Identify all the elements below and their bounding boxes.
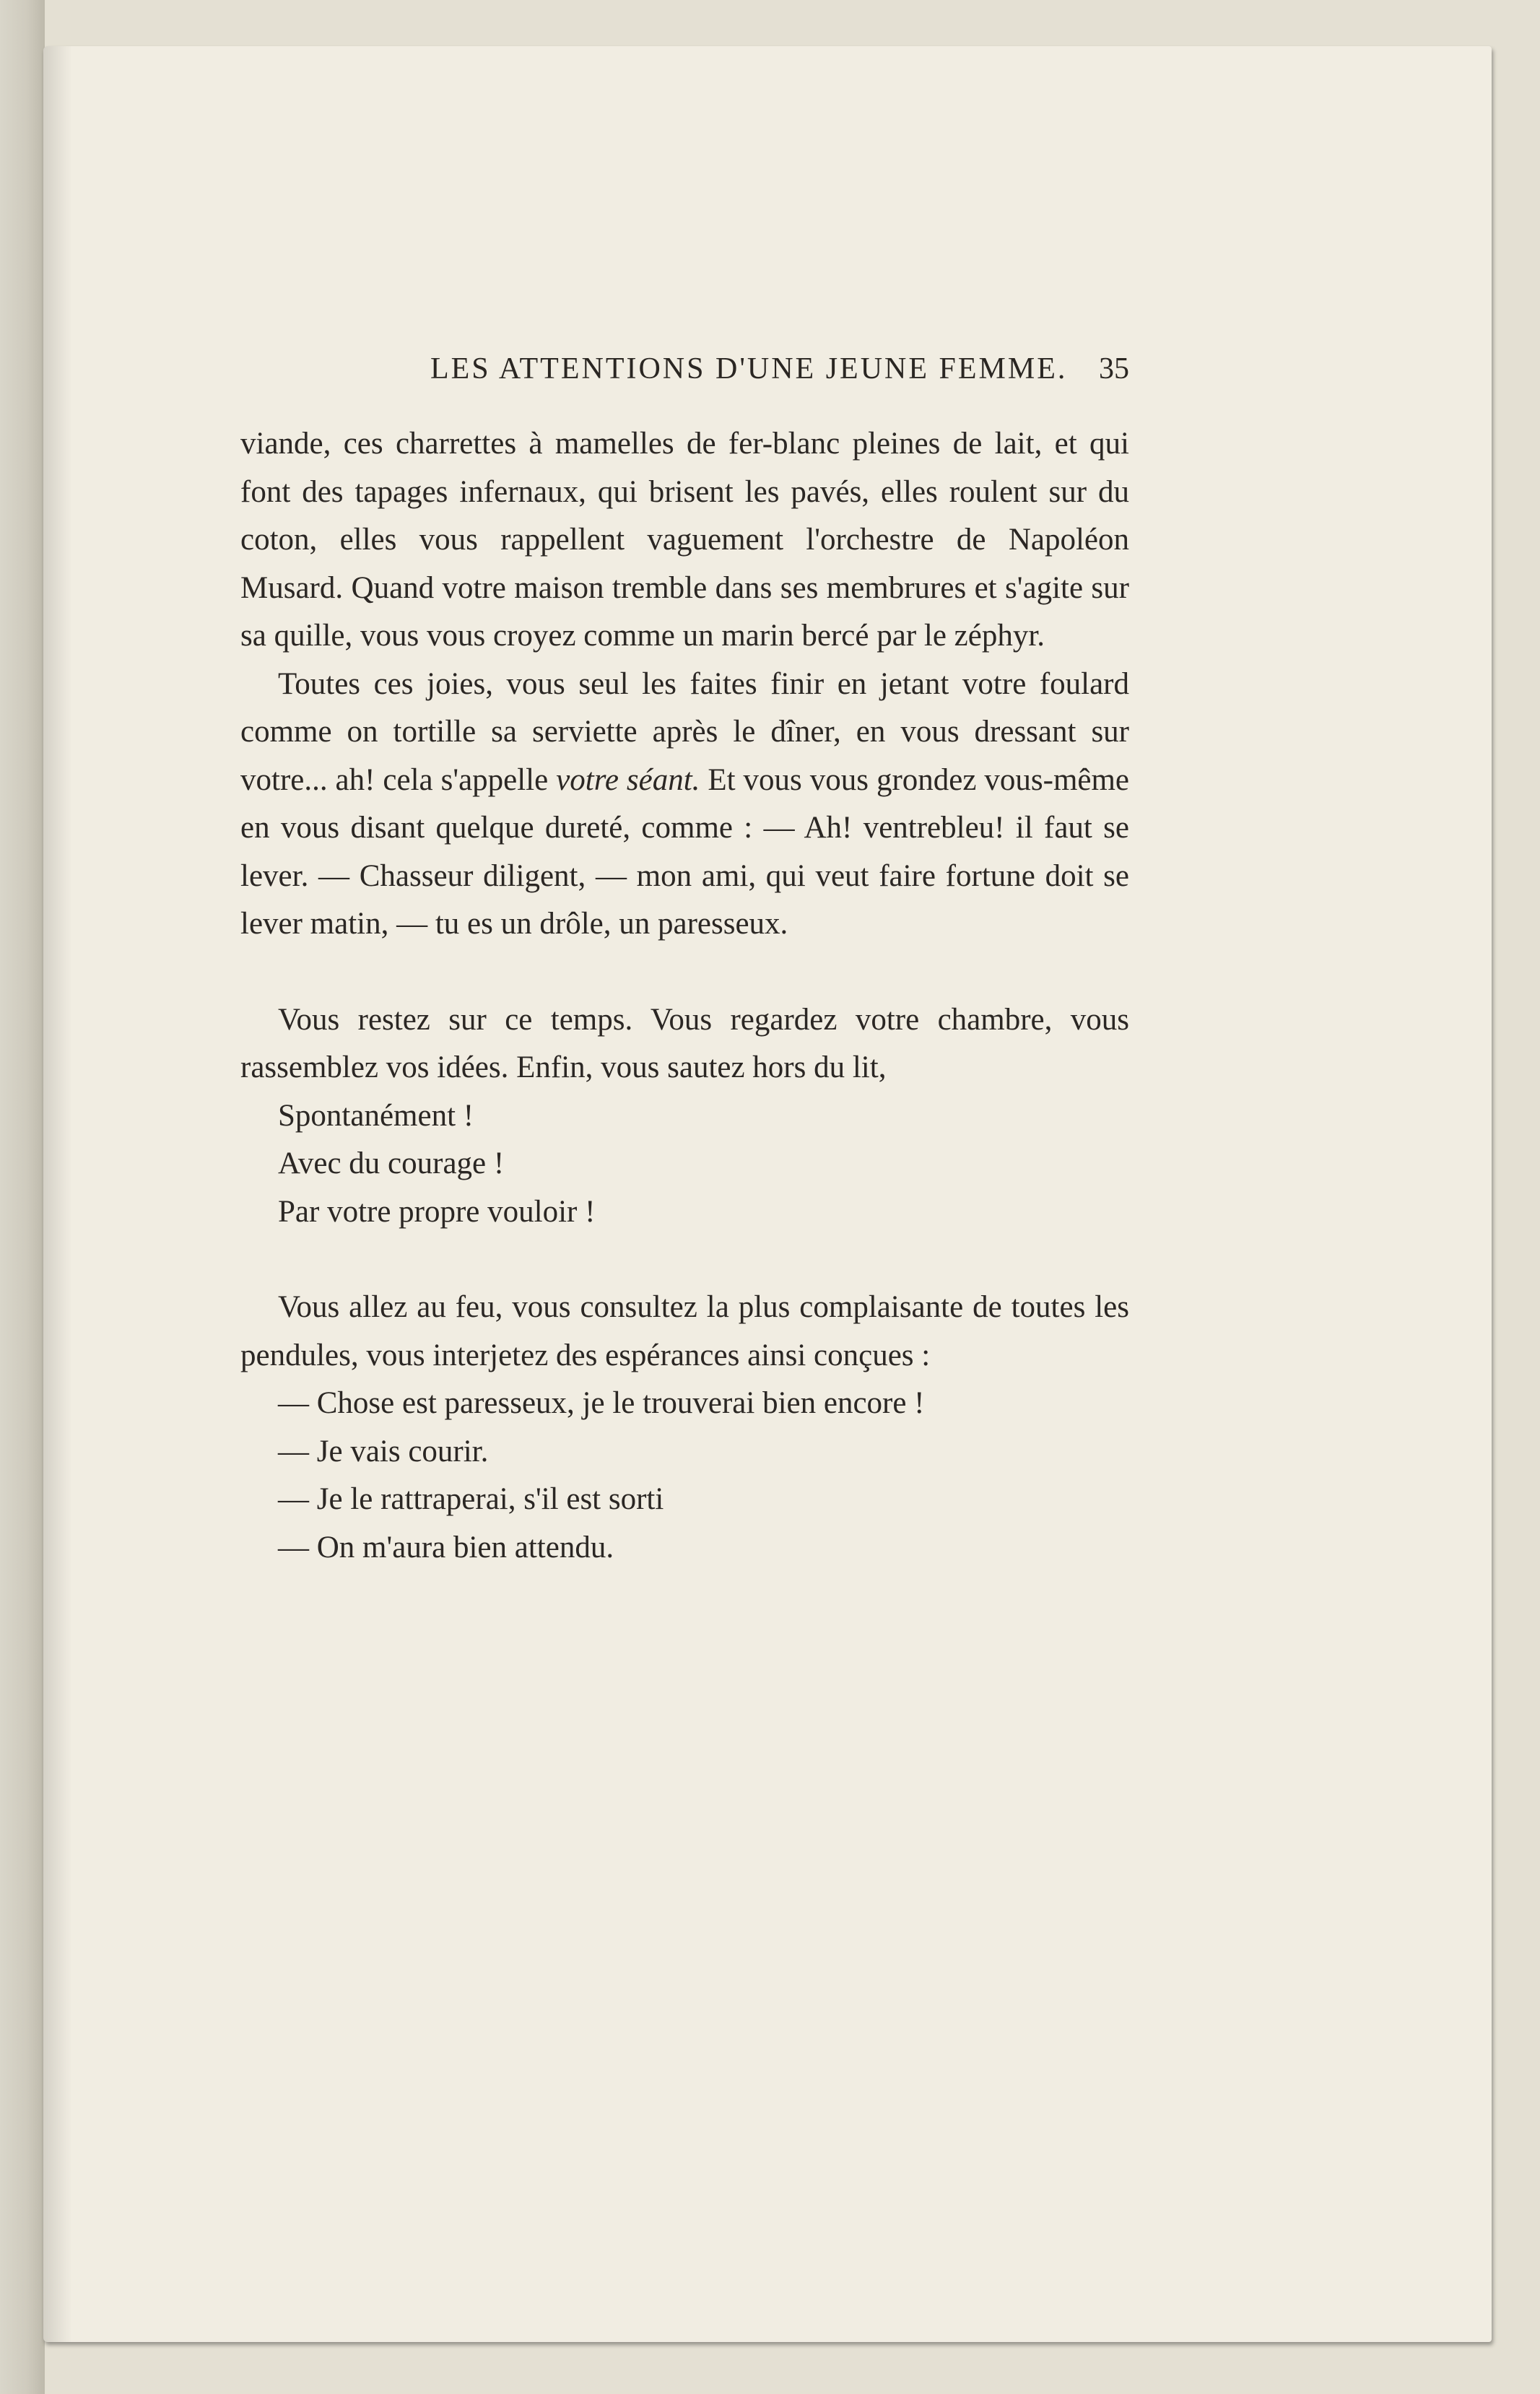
page-gutter-shadow bbox=[43, 46, 72, 2342]
paragraph-continued: viande, ces charrettes à mamelles de fer-blanc pleines de lait, et qui font des tapages infernaux, qui brisent les pavés, elles roulent sur du coton, elles vous rappellent vaguement l'orchestre de Napoléon Musard. Quand votre maison tremble dans ses membrures et s'agite sur sa quille, vous vous croyez comme un marin bercé par le zéphyr. bbox=[240, 427, 1129, 653]
exclamation-line: Avec du courage ! bbox=[278, 1146, 505, 1180]
dialogue-line: — On m'aura bien attendu. bbox=[278, 1530, 614, 1564]
page-text bbox=[240, 420, 1129, 1572]
book-spine-edge bbox=[0, 0, 45, 2394]
paragraph-text-start: Toutes ces joies, vous seul les faites finir en jetant votre foulard comme on tortille sa serviette après le dîner, en vous dressant sur votre... ah! cela s'appelle bbox=[240, 666, 1129, 797]
paragraph-vous-restez: Vous restez sur ce temps. Vous regardez votre chambre, vous rassemblez vos idées. Enfin, vous sautez hors du lit, bbox=[240, 1002, 1129, 1084]
page-header bbox=[240, 352, 1129, 395]
dialogue-line: — Je le rattraperai, s'il est sorti bbox=[278, 1482, 664, 1516]
exclamation-line: Par votre propre vouloir ! bbox=[278, 1194, 596, 1229]
dialogue-line: — Je vais courir. bbox=[278, 1434, 489, 1468]
running-head: LES ATTENTIONS D'UNE JEUNE FEMME. bbox=[430, 352, 1068, 386]
paragraph-vous-allez: Vous allez au feu, vous consultez la plus complaisante de toutes les pendules, vous interjetez des espérances ainsi conçues : bbox=[240, 1290, 1129, 1372]
paragraph-toutes-ces-joies bbox=[240, 661, 1129, 949]
paragraph-text-end: Et vous vous grondez vous-même en vous disant quelque dureté, comme : — Ah! ventrebleu! il faut se lever. — Chasseur diligent, — mon ami, qui veut faire fortune doit se lever matin, — tu es un drôle, un paresseux. bbox=[240, 762, 1130, 941]
dialogue-line: — Chose est paresseux, je le trouverai bien encore ! bbox=[278, 1386, 925, 1420]
italic-phrase: votre séant. bbox=[556, 762, 700, 797]
page-number: 35 bbox=[1099, 352, 1129, 386]
exclamation-line: Spontanément ! bbox=[278, 1098, 474, 1133]
